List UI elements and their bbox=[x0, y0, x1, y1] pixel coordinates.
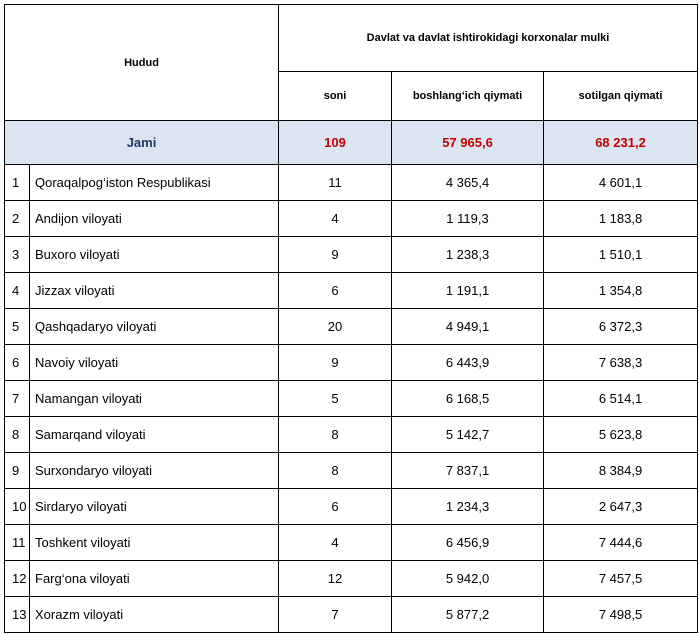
total-row bbox=[5, 121, 698, 165]
count-value: 8 bbox=[279, 453, 392, 489]
row-index: 9 bbox=[5, 453, 30, 489]
row-index: 5 bbox=[5, 309, 30, 345]
initial-value: 1 191,1 bbox=[392, 273, 544, 309]
initial-value: 6 456,9 bbox=[392, 525, 544, 561]
table-row bbox=[5, 309, 698, 345]
count-value: 7 bbox=[279, 597, 392, 633]
total-initial-value: 57 965,6 bbox=[392, 121, 544, 165]
count-header: soni bbox=[279, 72, 392, 121]
sold-value: 7 444,6 bbox=[544, 525, 698, 561]
row-index: 6 bbox=[5, 345, 30, 381]
row-index: 3 bbox=[5, 237, 30, 273]
initial-value: 4 365,4 bbox=[392, 165, 544, 201]
table-row bbox=[5, 237, 698, 273]
sold-value-header: sotilgan qiymati bbox=[544, 72, 698, 121]
initial-value: 1 119,3 bbox=[392, 201, 544, 237]
sold-value: 6 372,3 bbox=[544, 309, 698, 345]
region-name: Buxoro viloyati bbox=[30, 237, 279, 273]
table-row bbox=[5, 165, 698, 201]
sold-value: 6 514,1 bbox=[544, 381, 698, 417]
region-name: Sirdaryo viloyati bbox=[30, 489, 279, 525]
sold-value: 8 384,9 bbox=[544, 453, 698, 489]
sold-value: 7 498,5 bbox=[544, 597, 698, 633]
table-row bbox=[5, 345, 698, 381]
table-row bbox=[5, 489, 698, 525]
row-index: 8 bbox=[5, 417, 30, 453]
region-name: Jizzax viloyati bbox=[30, 273, 279, 309]
count-value: 11 bbox=[279, 165, 392, 201]
row-index: 10 bbox=[5, 489, 30, 525]
sold-value: 1 354,8 bbox=[544, 273, 698, 309]
row-index: 13 bbox=[5, 597, 30, 633]
count-value: 4 bbox=[279, 201, 392, 237]
table-row bbox=[5, 597, 698, 633]
table-row bbox=[5, 273, 698, 309]
table-row bbox=[5, 525, 698, 561]
total-sold-value: 68 231,2 bbox=[544, 121, 698, 165]
count-value: 9 bbox=[279, 345, 392, 381]
sold-value: 5 623,8 bbox=[544, 417, 698, 453]
initial-value: 1 234,3 bbox=[392, 489, 544, 525]
initial-value: 5 877,2 bbox=[392, 597, 544, 633]
table-row bbox=[5, 453, 698, 489]
region-name: Samarqand viloyati bbox=[30, 417, 279, 453]
region-header: Hudud bbox=[5, 5, 279, 121]
row-index: 11 bbox=[5, 525, 30, 561]
total-count: 109 bbox=[279, 121, 392, 165]
sold-value: 2 647,3 bbox=[544, 489, 698, 525]
sold-value: 4 601,1 bbox=[544, 165, 698, 201]
row-index: 1 bbox=[5, 165, 30, 201]
property-group-header: Davlat va davlat ishtirokidagi korxonalar mulki bbox=[279, 5, 698, 72]
region-name: Andijon viloyati bbox=[30, 201, 279, 237]
count-value: 9 bbox=[279, 237, 392, 273]
initial-value: 4 949,1 bbox=[392, 309, 544, 345]
region-name: Qashqadaryo viloyati bbox=[30, 309, 279, 345]
region-name: Surxondaryo viloyati bbox=[30, 453, 279, 489]
row-index: 4 bbox=[5, 273, 30, 309]
initial-value: 6 168,5 bbox=[392, 381, 544, 417]
sold-value: 7 457,5 bbox=[544, 561, 698, 597]
region-name: Qoraqalpog‘iston Respublikasi bbox=[30, 165, 279, 201]
row-index: 7 bbox=[5, 381, 30, 417]
count-value: 20 bbox=[279, 309, 392, 345]
initial-value: 5 942,0 bbox=[392, 561, 544, 597]
table-row bbox=[5, 201, 698, 237]
regional-property-table bbox=[4, 4, 698, 633]
count-value: 4 bbox=[279, 525, 392, 561]
region-name: Toshkent viloyati bbox=[30, 525, 279, 561]
table-row bbox=[5, 381, 698, 417]
region-name: Xorazm viloyati bbox=[30, 597, 279, 633]
region-name: Navoiy viloyati bbox=[30, 345, 279, 381]
total-label: Jami bbox=[5, 121, 279, 165]
initial-value: 5 142,7 bbox=[392, 417, 544, 453]
count-value: 12 bbox=[279, 561, 392, 597]
sold-value: 1 183,8 bbox=[544, 201, 698, 237]
row-index: 12 bbox=[5, 561, 30, 597]
sold-value: 1 510,1 bbox=[544, 237, 698, 273]
initial-value: 6 443,9 bbox=[392, 345, 544, 381]
sold-value: 7 638,3 bbox=[544, 345, 698, 381]
initial-value-header: boshlang‘ich qiymati bbox=[392, 72, 544, 121]
count-value: 6 bbox=[279, 273, 392, 309]
initial-value: 1 238,3 bbox=[392, 237, 544, 273]
table-row bbox=[5, 417, 698, 453]
region-name: Farg‘ona viloyati bbox=[30, 561, 279, 597]
table-row bbox=[5, 561, 698, 597]
region-name: Namangan viloyati bbox=[30, 381, 279, 417]
count-value: 8 bbox=[279, 417, 392, 453]
row-index: 2 bbox=[5, 201, 30, 237]
initial-value: 7 837,1 bbox=[392, 453, 544, 489]
count-value: 6 bbox=[279, 489, 392, 525]
count-value: 5 bbox=[279, 381, 392, 417]
